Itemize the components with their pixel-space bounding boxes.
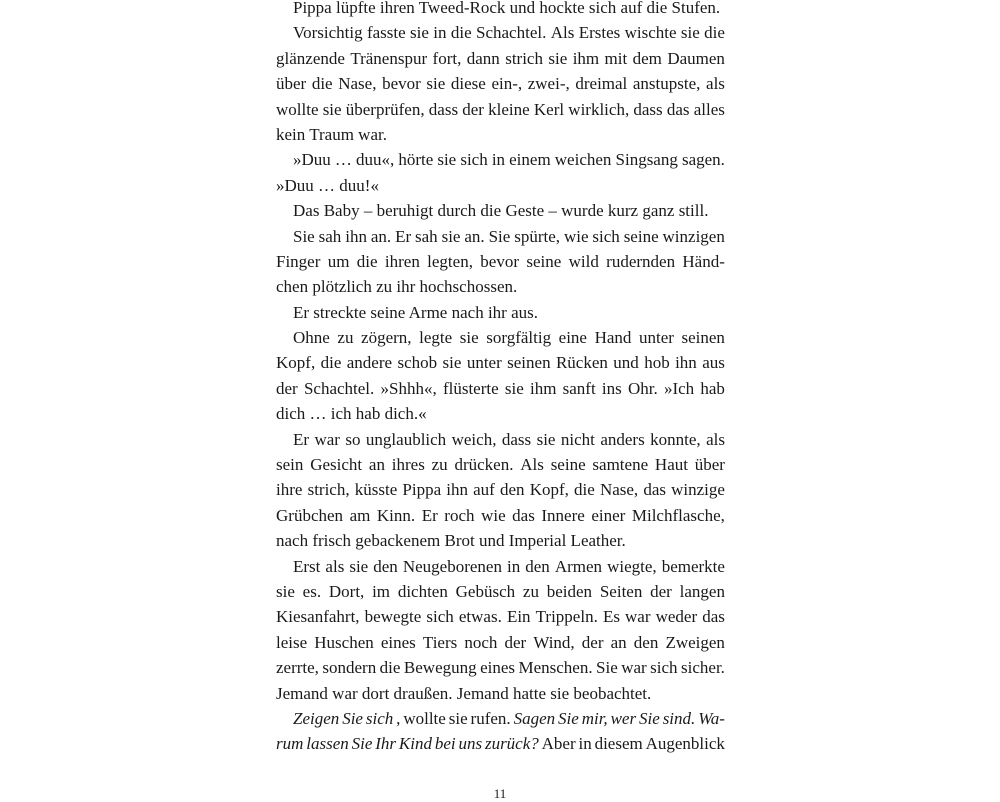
word: sie — [548, 48, 568, 68]
word: Bewegung — [403, 658, 477, 678]
word: Er — [293, 429, 310, 449]
word: an. — [464, 226, 485, 246]
word: hob — [644, 353, 670, 373]
word: der — [581, 632, 604, 652]
word: sicher. — [681, 658, 725, 678]
word: sich — [650, 658, 678, 678]
body-text — [276, 0, 725, 757]
word: Kiesanfahrt, — [276, 607, 360, 627]
italic-word: zurück? — [484, 734, 539, 754]
word: unglaublich — [365, 429, 447, 449]
word: bevor — [382, 74, 421, 94]
word: die — [450, 23, 472, 43]
word: hab — [700, 378, 725, 398]
word: diese — [450, 74, 486, 94]
word: etwas. — [458, 607, 502, 627]
word: Milchflasche, — [631, 505, 725, 525]
word: Erstes — [578, 23, 621, 43]
word: bevor — [480, 251, 519, 271]
word: Grübchen — [276, 505, 344, 525]
word: wollte — [403, 708, 446, 728]
word: spürte, — [514, 226, 561, 246]
text-line — [276, 147, 725, 172]
text-line — [276, 681, 725, 706]
word: Er — [395, 226, 412, 246]
word: Kopf, — [276, 353, 316, 373]
word: alles — [693, 99, 725, 119]
word: seinen — [507, 353, 551, 373]
word: sie — [276, 581, 295, 601]
word: Rücken — [555, 353, 608, 373]
word: im — [372, 581, 391, 601]
word: langen — [679, 581, 725, 601]
word: legte — [419, 328, 453, 348]
word: Tiers — [422, 632, 458, 652]
italic-word: Sie — [639, 708, 660, 728]
word: Tränenspur — [350, 48, 428, 68]
word: rudernden — [606, 251, 676, 271]
word: war — [314, 429, 340, 449]
word: die — [704, 23, 725, 43]
text-line — [276, 249, 725, 274]
word: um — [327, 251, 350, 271]
text-line-content: kein Traum war. — [276, 124, 387, 144]
word: das — [512, 505, 535, 525]
word: war — [625, 607, 651, 627]
word: den — [373, 556, 398, 576]
word: sie — [349, 556, 369, 576]
word: in — [507, 556, 521, 576]
word: auf — [473, 480, 495, 500]
word: wiegte, — [607, 556, 657, 576]
word: andere — [346, 353, 393, 373]
word: Gebüsch — [455, 581, 516, 601]
word: Erst — [293, 556, 321, 576]
word: Armen — [554, 556, 603, 576]
word: als — [706, 429, 725, 449]
italic-word: Sie — [558, 708, 579, 728]
word: einem — [509, 150, 551, 170]
word: sah — [318, 226, 342, 246]
word: ein-, — [491, 74, 523, 94]
italic-word: uns — [458, 734, 483, 754]
text-line — [276, 579, 725, 604]
text-line-content: Jemand war dort draußen. Jemand hatte sie beobachtet. — [276, 683, 652, 703]
text-line-mixed — [276, 731, 725, 756]
word: Kopf, — [529, 480, 569, 500]
word: an — [368, 455, 385, 475]
word: den — [525, 556, 550, 576]
text-line — [276, 655, 725, 680]
italic-word: Wa- — [698, 708, 725, 728]
word: die — [379, 658, 401, 678]
italic-word: Kind — [398, 734, 432, 754]
word: anders — [600, 429, 645, 449]
word: zu — [337, 328, 354, 348]
word: rufen. — [470, 708, 511, 728]
word: sie — [442, 353, 462, 373]
word: Augenblick — [645, 734, 725, 754]
word: es. — [302, 581, 322, 601]
text-line — [276, 274, 725, 299]
word: zu — [431, 455, 448, 475]
word: duu«, — [355, 150, 395, 170]
text-line — [276, 97, 725, 122]
word: roch — [444, 505, 475, 525]
word: … — [334, 150, 352, 170]
word: aus — [702, 353, 725, 373]
text-line — [276, 224, 725, 249]
italic-word: bei — [434, 734, 456, 754]
word: Aber — [541, 734, 576, 754]
word: Ein — [506, 607, 531, 627]
text-line-content: Das Baby – beruhigt durch die Geste – wurde kurz ganz still. — [293, 201, 709, 221]
word: bemerkte — [661, 556, 725, 576]
text-line-content: Pippa lüpfte ihren Tweed-Rock und hockte sich auf die Stufen. — [293, 0, 721, 17]
word: Nase, — [599, 480, 639, 500]
text-line — [276, 173, 725, 198]
word: dass — [633, 99, 663, 119]
word: in — [578, 734, 592, 754]
word: Als — [550, 23, 575, 43]
word: fasste — [366, 23, 406, 43]
word: sie — [426, 74, 446, 94]
word: die — [320, 353, 342, 373]
text-line — [276, 427, 725, 452]
word: Kerl — [533, 99, 565, 119]
word: winzige — [671, 480, 725, 500]
word: Schachtel. — [303, 378, 375, 398]
word: überprüfen, — [345, 99, 425, 119]
word: und — [613, 353, 639, 373]
word: an — [610, 632, 627, 652]
word: glänzende — [276, 48, 345, 68]
word: noch — [464, 632, 498, 652]
italic-word: Zeigen — [293, 708, 340, 728]
italic-word: sind. — [662, 708, 696, 728]
word: hörte — [398, 150, 434, 170]
word: zwei-, — [527, 74, 570, 94]
word: , — [396, 708, 401, 728]
word: eines — [480, 658, 516, 678]
word: dem — [632, 48, 662, 68]
word: Huschen — [314, 632, 374, 652]
word: seine — [526, 251, 562, 271]
word: sagen. — [681, 150, 725, 170]
word: kleine — [488, 99, 530, 119]
word: Finger — [276, 251, 321, 271]
word: dass — [428, 99, 459, 119]
text-line-content: dich … ich hab dich.« — [276, 404, 427, 424]
word: sah — [415, 226, 438, 246]
word: wirklich, — [568, 99, 630, 119]
word: samtene — [592, 455, 649, 475]
word: Singsang — [615, 150, 678, 170]
word: anstupste, — [632, 74, 701, 94]
word: Gesicht — [310, 455, 363, 475]
word: weichen — [554, 150, 612, 170]
word: legten, — [427, 251, 473, 271]
text-line-mixed — [276, 706, 725, 731]
word: leise — [276, 632, 308, 652]
word: das — [666, 99, 690, 119]
word: ihre — [276, 480, 303, 500]
word: Es — [602, 607, 620, 627]
word: Neugeborenen — [402, 556, 502, 576]
word: drücken. — [454, 455, 514, 475]
word: wischte — [624, 23, 677, 43]
word: das — [702, 607, 725, 627]
word: so — [345, 429, 361, 449]
word: küsste — [354, 480, 398, 500]
text-line — [276, 46, 725, 71]
word: wild — [568, 251, 599, 271]
word: in — [491, 150, 506, 170]
word: seine — [623, 226, 659, 246]
word: sie — [437, 150, 457, 170]
word: Dort, — [328, 581, 365, 601]
word: Sie — [488, 226, 511, 246]
word: eines — [380, 632, 416, 652]
word: sondern — [322, 658, 377, 678]
word: sanft — [562, 378, 596, 398]
italic-word: sich — [365, 708, 394, 728]
word: am — [349, 505, 371, 525]
word: an. — [370, 226, 392, 246]
word: seinen — [681, 328, 725, 348]
word: einer — [591, 505, 626, 525]
word: konnte, — [650, 429, 701, 449]
text-line — [276, 401, 725, 426]
text-line — [276, 20, 725, 45]
word: zu — [522, 581, 539, 601]
word: ihn — [345, 226, 367, 246]
word: Sie — [293, 226, 315, 246]
word: Nase, — [338, 74, 377, 94]
text-line — [276, 452, 725, 477]
word: dass — [501, 429, 532, 449]
word: Kinn. — [376, 505, 416, 525]
word: Hand — [594, 328, 632, 348]
text-line-content: »Duu … duu!« — [276, 175, 379, 195]
word: Sie — [596, 658, 618, 678]
text-line — [276, 554, 725, 579]
word: als — [706, 74, 725, 94]
word: sie — [459, 328, 479, 348]
word: winzigen — [662, 226, 725, 246]
word: sie — [536, 429, 556, 449]
word: sie — [680, 23, 700, 43]
text-line-content: chen plötzlich zu ihr hochschossen. — [276, 277, 518, 297]
word: sich — [460, 150, 488, 170]
word: sie — [410, 23, 429, 43]
word: weder — [655, 607, 698, 627]
word: dichten — [397, 581, 448, 601]
word: sie — [504, 378, 524, 398]
word: wie — [563, 226, 589, 246]
word: ihm — [572, 48, 600, 68]
page-number: 11 — [493, 786, 507, 801]
word: flüsterte — [442, 378, 499, 398]
italic-word: wer — [610, 708, 637, 728]
word: »Shhh«, — [380, 378, 437, 398]
word: fort, — [432, 48, 462, 68]
word: Innere — [541, 505, 585, 525]
text-line — [276, 350, 725, 375]
word: zerrte, — [276, 658, 319, 678]
word: unter — [466, 353, 502, 373]
word: weich, — [451, 429, 497, 449]
text-line — [276, 503, 725, 528]
word: den — [500, 480, 525, 500]
word: Vorsichtig — [293, 23, 363, 43]
text-line — [276, 630, 725, 655]
word: ins — [601, 378, 622, 398]
word: Händ- — [682, 251, 725, 271]
word: »Ich — [663, 378, 695, 398]
word: Ohne — [293, 328, 330, 348]
italic-word: Sagen — [513, 708, 556, 728]
word: zögern, — [361, 328, 412, 348]
italic-word: rum — [276, 734, 304, 754]
word: sich — [592, 226, 620, 246]
text-line — [276, 325, 725, 350]
word: sich — [426, 607, 454, 627]
word: Ohr. — [627, 378, 658, 398]
word: eine — [558, 328, 587, 348]
word: Als — [520, 455, 544, 475]
word: das — [643, 480, 666, 500]
word: dreimal — [575, 74, 628, 94]
word: unter — [638, 328, 674, 348]
word: über — [694, 455, 725, 475]
word: ihres — [391, 455, 425, 475]
text-line — [276, 0, 725, 20]
word: diesem — [594, 734, 643, 754]
word: dann — [466, 48, 500, 68]
word: »Duu — [293, 150, 331, 170]
word: seine — [550, 455, 586, 475]
text-line — [276, 376, 725, 401]
word: bewegte — [364, 607, 422, 627]
word: der — [650, 581, 672, 601]
word: Zweigen — [665, 632, 725, 652]
text-line — [276, 477, 725, 502]
word: der — [462, 99, 484, 119]
word: als — [325, 556, 345, 576]
word: die — [356, 251, 378, 271]
word: war — [621, 658, 647, 678]
word: ihren — [384, 251, 420, 271]
word: wollte — [276, 99, 319, 119]
word: der — [504, 632, 527, 652]
word: Pippa — [402, 480, 442, 500]
italic-word: Ihr — [375, 734, 397, 754]
word: ihm — [529, 378, 557, 398]
text-line-content: Er streckte seine Arme nach ihr aus. — [293, 302, 538, 322]
word: die — [574, 480, 595, 500]
italic-word: Sie — [342, 708, 363, 728]
word: über — [276, 74, 307, 94]
text-line — [276, 122, 725, 147]
word: Er — [421, 505, 438, 525]
text-line — [276, 604, 725, 629]
word: Wind, — [533, 632, 575, 652]
italic-word: lassen — [306, 734, 349, 754]
word: Trippeln. — [535, 607, 598, 627]
word: Menschen. — [518, 658, 593, 678]
word: Haut — [654, 455, 688, 475]
word: sie — [448, 708, 468, 728]
word: sie — [322, 99, 342, 119]
italic-word: mir, — [581, 708, 608, 728]
word: den — [633, 632, 659, 652]
word: wie — [481, 505, 506, 525]
word: in — [433, 23, 447, 43]
word: beiden — [546, 581, 593, 601]
text-line — [276, 198, 725, 223]
word: der — [276, 378, 298, 398]
word: strich — [505, 48, 543, 68]
word: sie — [441, 226, 461, 246]
text-line — [276, 528, 725, 553]
word: Schachtel. — [476, 23, 547, 43]
text-line — [276, 71, 725, 96]
word: die — [311, 74, 333, 94]
word: ihn — [446, 480, 468, 500]
italic-word: Sie — [351, 734, 373, 754]
word: ihn — [675, 353, 697, 373]
word: Seiten — [599, 581, 643, 601]
word: sorgfältig — [486, 328, 552, 348]
text-line-content: nach frisch gebackenem Brot und Imperial Leather. — [276, 531, 626, 551]
word: Daumen — [667, 48, 725, 68]
word: nicht — [560, 429, 595, 449]
word: sein — [276, 455, 304, 475]
word: mit — [604, 48, 628, 68]
text-line — [276, 300, 725, 325]
word: strich, — [307, 480, 350, 500]
word: schob — [397, 353, 438, 373]
